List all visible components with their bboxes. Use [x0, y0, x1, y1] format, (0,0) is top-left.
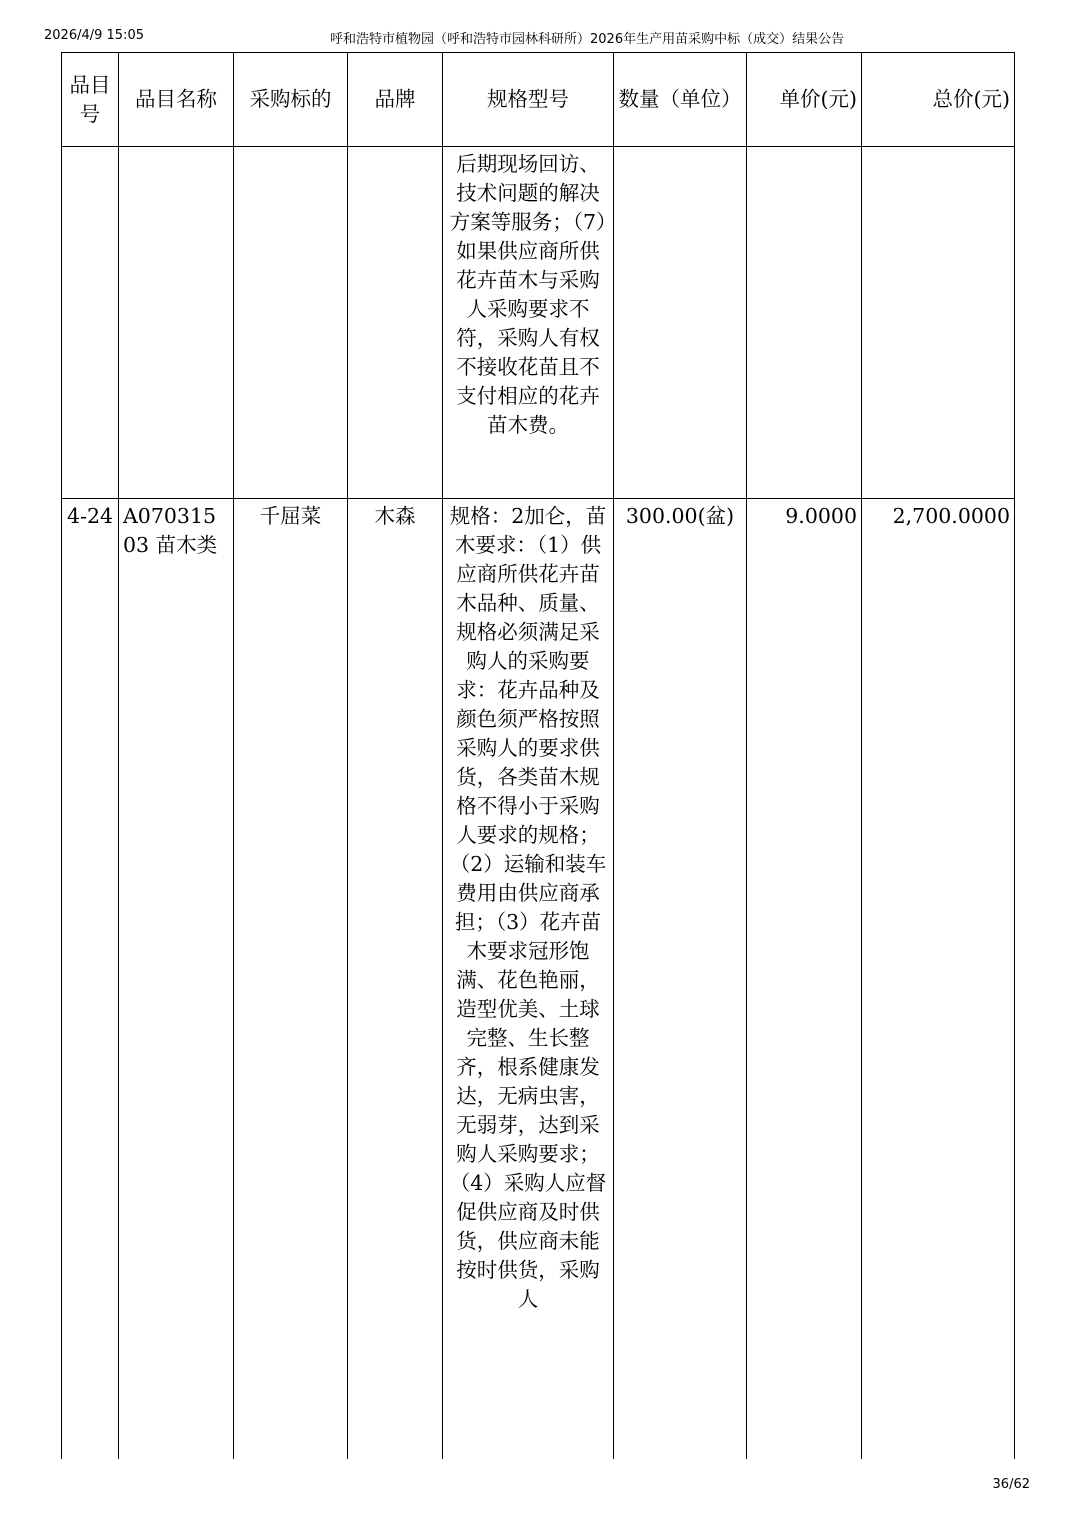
header-item-name: 品目名称 — [119, 53, 234, 147]
table-row — [62, 147, 1015, 499]
header-unit-price: 单价(元) — [747, 53, 862, 147]
cell-unit-price — [747, 147, 862, 499]
cell-item-name — [119, 147, 234, 499]
cell-total-price: 2,700.0000 — [862, 499, 1015, 1460]
table-row — [62, 499, 1015, 1460]
page-number: 36/62 — [992, 1477, 1030, 1492]
cell-item-no — [62, 147, 119, 499]
header-total-price: 总价(元) — [862, 53, 1015, 147]
procurement-results-table — [61, 52, 1015, 1459]
cell-spec: 规格：2加仑，苗木要求：（1）供应商所供花卉苗木品种、质量、规格必须满足采购人的采购要求：花卉品种及颜色须严格按照采购人的要求供货，各类苗木规格不得小于采购人要求的规格；（2）运输和装车费用由供应商承担；（3）花卉苗木要求冠形饱满、花色艳丽，造型优美、土球完整、生长整齐，根系健康发达，无病虫害，无弱芽，达到采购人采购要求；（4）采购人应督促供应商及时供货，供应商未能按时供货，采购人 — [443, 499, 614, 1460]
cell-brand: 木森 — [348, 499, 443, 1460]
cell-item-name: A07031503 苗木类 — [119, 499, 234, 1460]
header-item-no: 品目号 — [62, 53, 119, 147]
cell-unit-price: 9.0000 — [747, 499, 862, 1460]
cell-quantity: 300.00(盆) — [614, 499, 747, 1460]
cell-subject — [234, 147, 348, 499]
cell-total-price — [862, 147, 1015, 499]
cell-subject: 千屈菜 — [234, 499, 348, 1460]
cell-spec: 后期现场回访、技术问题的解决方案等服务；（7）如果供应商所供花卉苗木与采购人采购要求不符，采购人有权不接收花苗且不支付相应的花卉苗木费。 — [443, 147, 614, 499]
cell-item-no: 4-24 — [62, 499, 119, 1460]
print-datetime: 2026/4/9 15:05 — [44, 28, 144, 43]
header-subject: 采购标的 — [234, 53, 348, 147]
document-title: 呼和浩特市植物园（呼和浩特市园林科研所）2026年生产用苗采购中标（成交）结果公告 — [330, 32, 845, 47]
cell-quantity — [614, 147, 747, 499]
table-header-row — [62, 53, 1015, 147]
cell-brand — [348, 147, 443, 499]
header-brand: 品牌 — [348, 53, 443, 147]
header-spec: 规格型号 — [443, 53, 614, 147]
header-quantity: 数量（单位） — [614, 53, 747, 147]
